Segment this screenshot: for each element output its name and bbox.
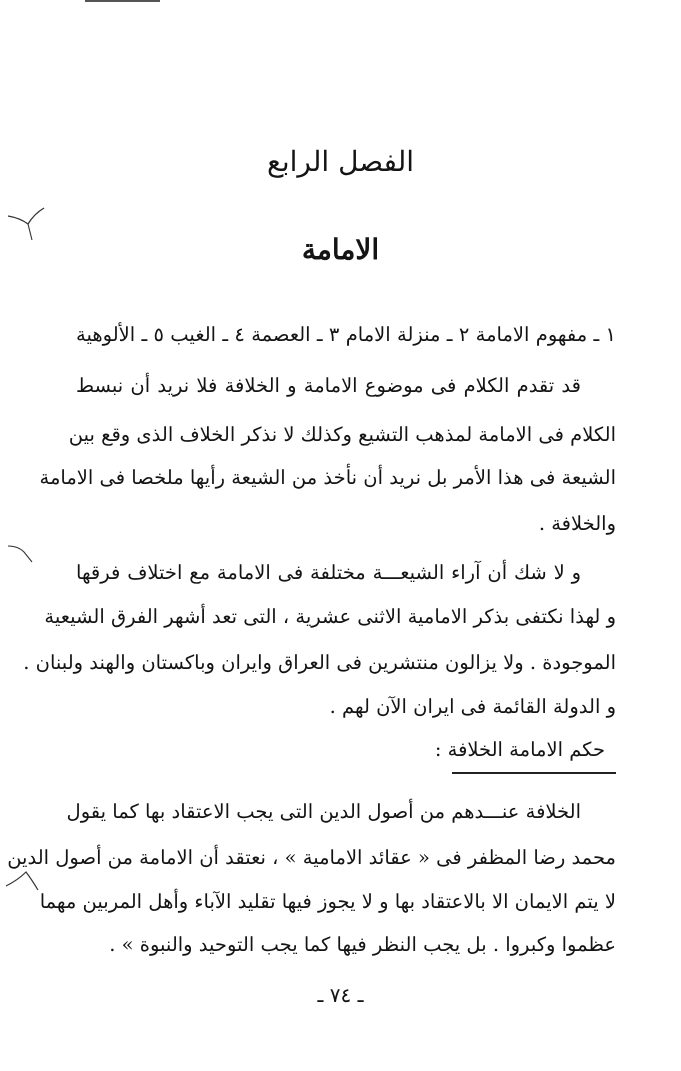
paragraph-line: محمد رضا المظفر فى « عقائد الامامية » ، نعتقد أن الامامة من أصول الدين <box>7 846 616 869</box>
paragraph-line: والخلافة . <box>538 512 616 535</box>
paragraph-line: الشيعة فى هذا الأمر بل نريد أن نأخذ من الشيعة رأيها ملخصا فى الامامة <box>39 466 616 489</box>
paragraph-line: الموجودة . ولا يزالون منتشرين فى العراق وايران وباكستان والهند ولبنان . <box>23 651 616 674</box>
margin-mark-icon <box>6 540 36 568</box>
paragraph-line: قد تقدم الكلام فى موضوع الامامة و الخلافة فلا نريد أن نبسط <box>76 374 581 397</box>
topics-line: ١ ـ مفهوم الامامة ٢ ـ منزلة الامام ٣ ـ العصمة ٤ ـ الغيب ٥ ـ الألوهية <box>76 323 616 346</box>
paragraph-line: لا يتم الايمان الا بالاعتقاد بها و لا يجوز فيها تقليد الآباء وأهل المربين مهما <box>39 890 616 913</box>
paragraph-line: و لهذا نكتفى بذكر الامامية الاثنى عشرية ، التى تعد أشهر الفرق الشيعية <box>44 605 616 628</box>
page-number: ـ ٧٤ ـ <box>317 983 364 1007</box>
paragraph-line: الكلام فى الامامة لمذهب التشيع وكذلك لا نذكر الخلاف الذى وقع بين <box>68 423 616 446</box>
top-edge-rule <box>85 0 160 2</box>
paragraph-line: عظموا وكبروا . بل يجب النظر فيها كما يجب التوحيد والنبوة » . <box>109 933 616 956</box>
subheading-underline <box>452 772 616 774</box>
paragraph-line: الخلافة عنـــدهم من أصول الدين التى يجب الاعتقاد بها كما يقول <box>66 800 581 823</box>
paragraph-line: و لا شك أن آراء الشيعـــة مختلفة فى الامامة مع اختلاف فرقها <box>76 561 581 584</box>
chapter-title: الفصل الرابع <box>266 145 415 178</box>
section-title: الامامة <box>301 233 380 266</box>
paragraph-line: و الدولة القائمة فى ايران الآن لهم . <box>329 695 616 718</box>
subheading: حكم الامامة الخلافة : <box>434 738 605 761</box>
